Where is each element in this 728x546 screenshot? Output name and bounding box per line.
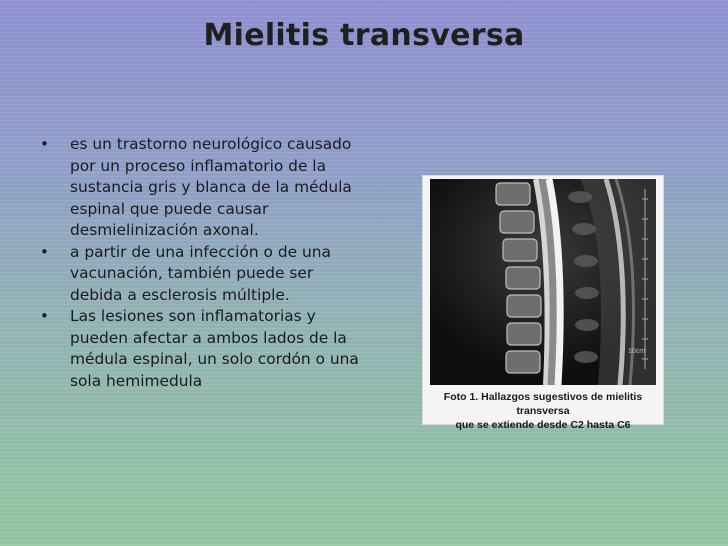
- bullet-marker: •: [40, 242, 49, 261]
- bullet-text: es un trastorno neurológico causado por un proceso inflamatorio de la sustancia gris y blanca de la médula espinal que puede causar desmielinización axonal.: [70, 135, 352, 239]
- bullet-item: [36, 242, 366, 307]
- figure-caption-line: Foto 1. Hallazgos sugestivos de mielitis transversa: [443, 391, 643, 417]
- bullet-text: Las lesiones son inflamatorias y pueden afectar a ambos lados de la médula espinal, un solo cordón o una sola hemimedula: [70, 307, 359, 390]
- bullet-list: [36, 134, 366, 392]
- slide-title: Mielitis transversa: [203, 18, 525, 53]
- mri-spine-illustration: [430, 179, 656, 385]
- figure-caption-line: que se extiende desde C2 hasta C6: [455, 419, 631, 431]
- mri-scale-label: 10cm: [628, 348, 646, 355]
- bullet-text: a partir de una infección o de una vacunación, también puede ser debida a esclerosis múltiple.: [70, 242, 331, 304]
- figure-caption: [423, 390, 663, 432]
- bullet-item: [36, 306, 366, 392]
- bullet-marker: •: [40, 135, 49, 153]
- mri-image: [430, 179, 656, 385]
- mri-figure: [422, 175, 664, 431]
- bullet-item: [36, 134, 366, 242]
- bullet-marker: •: [40, 307, 49, 325]
